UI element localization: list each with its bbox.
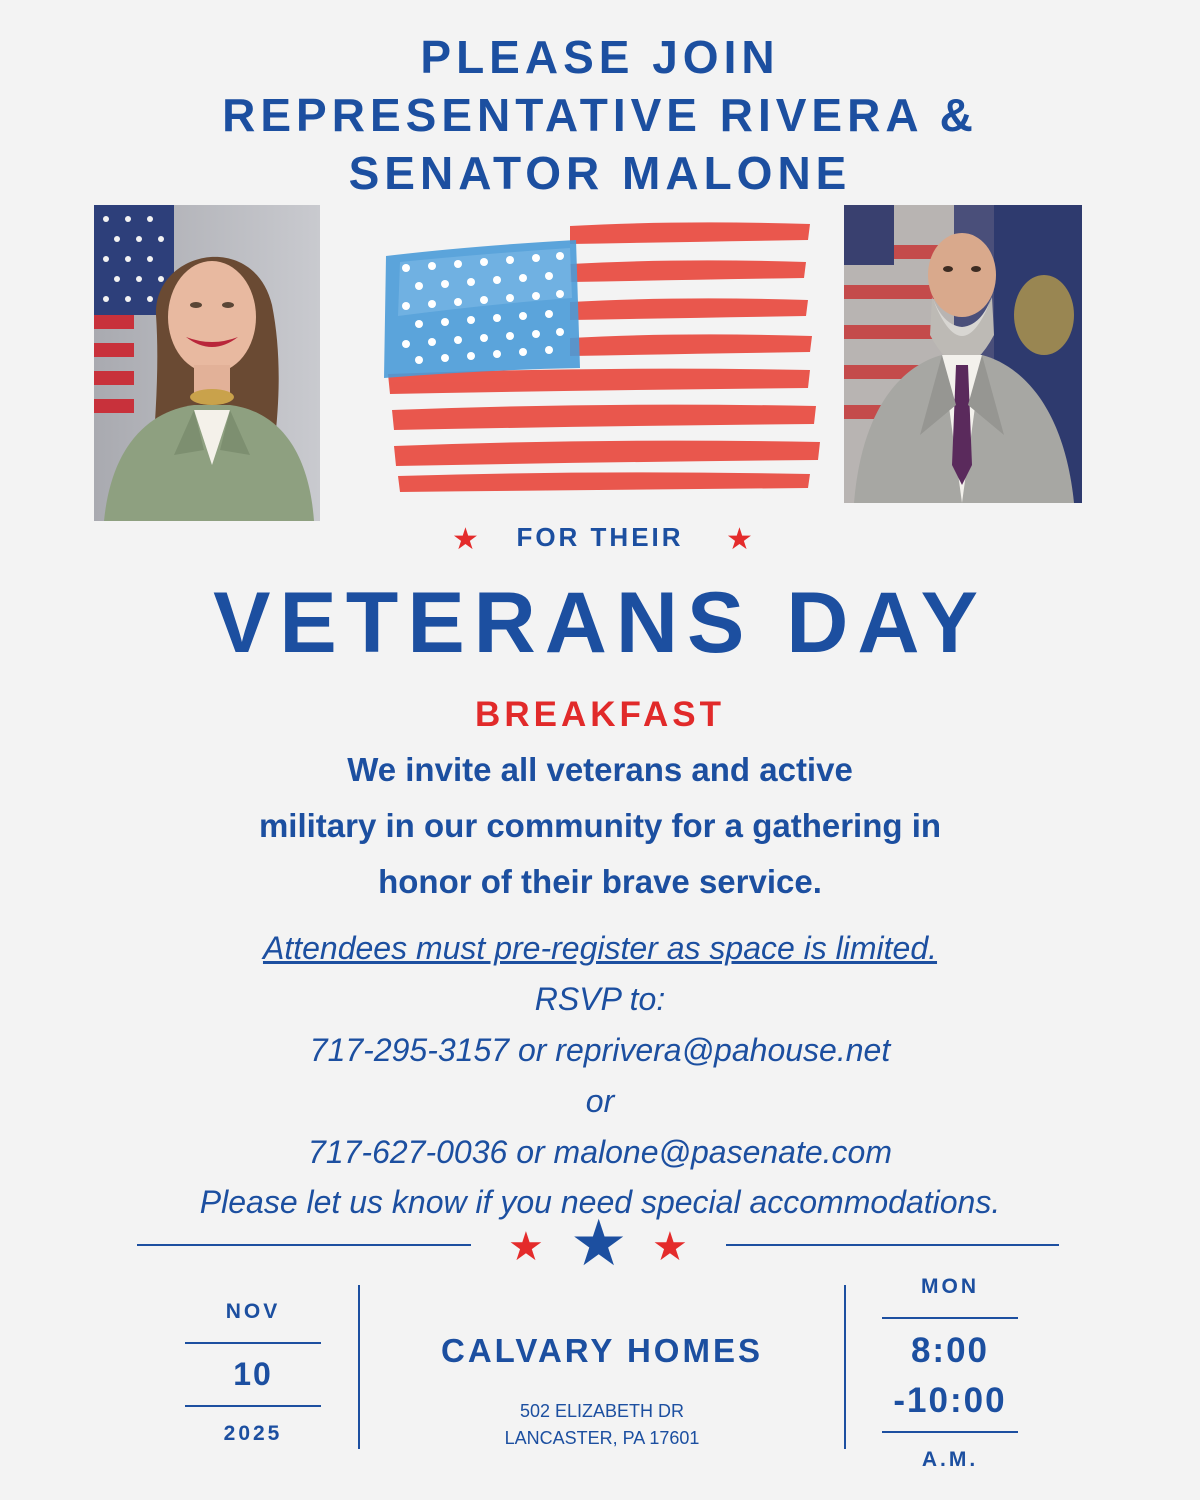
header-line-3: SENATOR MALONE: [348, 147, 852, 199]
star-right-icon: ★: [726, 523, 753, 556]
time-ampm: A.M.: [921, 1448, 979, 1471]
time-end: -10:00: [893, 1381, 1007, 1420]
divider-left: [137, 1244, 471, 1246]
time-rule-bottom: [882, 1431, 1018, 1433]
preregister-notice: Attendees must pre-register as space is limited.: [262, 930, 938, 966]
accommodations-note: Please let us know if you need special accommodations.: [199, 1184, 1001, 1220]
for-their-text: FOR THEIR: [516, 522, 684, 552]
rsvp-label: RSVP to:: [534, 981, 666, 1017]
invite-line-1: We invite all veterans and active: [347, 751, 853, 788]
rsvp-contact-rivera: 717-295-3157 or reprivera@pahouse.net: [309, 1032, 891, 1068]
date-month: NOV: [225, 1300, 281, 1323]
header-line-2: REPRESENTATIVE RIVERA &: [222, 89, 978, 141]
venue-address-line-2: LANCASTER, PA 17601: [504, 1428, 700, 1448]
column-divider-right: [844, 1285, 846, 1449]
divider-star-left-icon: ★: [508, 1225, 544, 1269]
date-day: 10: [233, 1356, 273, 1392]
time-start: 8:00: [910, 1331, 990, 1370]
rivera-portrait-photo: [94, 205, 320, 521]
invite-line-2: military in our community for a gathering in: [258, 807, 942, 844]
divider-right: [726, 1244, 1059, 1246]
date-year: 2025: [223, 1422, 283, 1445]
malone-portrait-photo: [844, 205, 1082, 503]
weekday: MON: [921, 1275, 979, 1298]
venue-name: CALVARY HOMES: [441, 1332, 763, 1369]
date-rule-bottom: [185, 1405, 321, 1407]
us-flag-watercolor-image: [380, 218, 828, 496]
rsvp-contact-malone: 717-627-0036 or malone@pasenate.com: [308, 1134, 892, 1170]
venue-address-line-1: 502 ELIZABETH DR: [519, 1401, 685, 1421]
divider-star-center-icon: ★: [570, 1207, 628, 1279]
event-subtitle: BREAKFAST: [475, 695, 725, 734]
rsvp-or: or: [585, 1083, 615, 1119]
invite-line-3: honor of their brave service.: [378, 863, 822, 900]
event-title: VETERANS DAY: [213, 575, 987, 671]
star-left-icon: ★: [452, 523, 479, 556]
divider-star-right-icon: ★: [652, 1225, 688, 1269]
date-rule-top: [185, 1342, 321, 1344]
header-line-1: PLEASE JOIN: [420, 31, 780, 83]
time-rule-top: [882, 1317, 1018, 1319]
